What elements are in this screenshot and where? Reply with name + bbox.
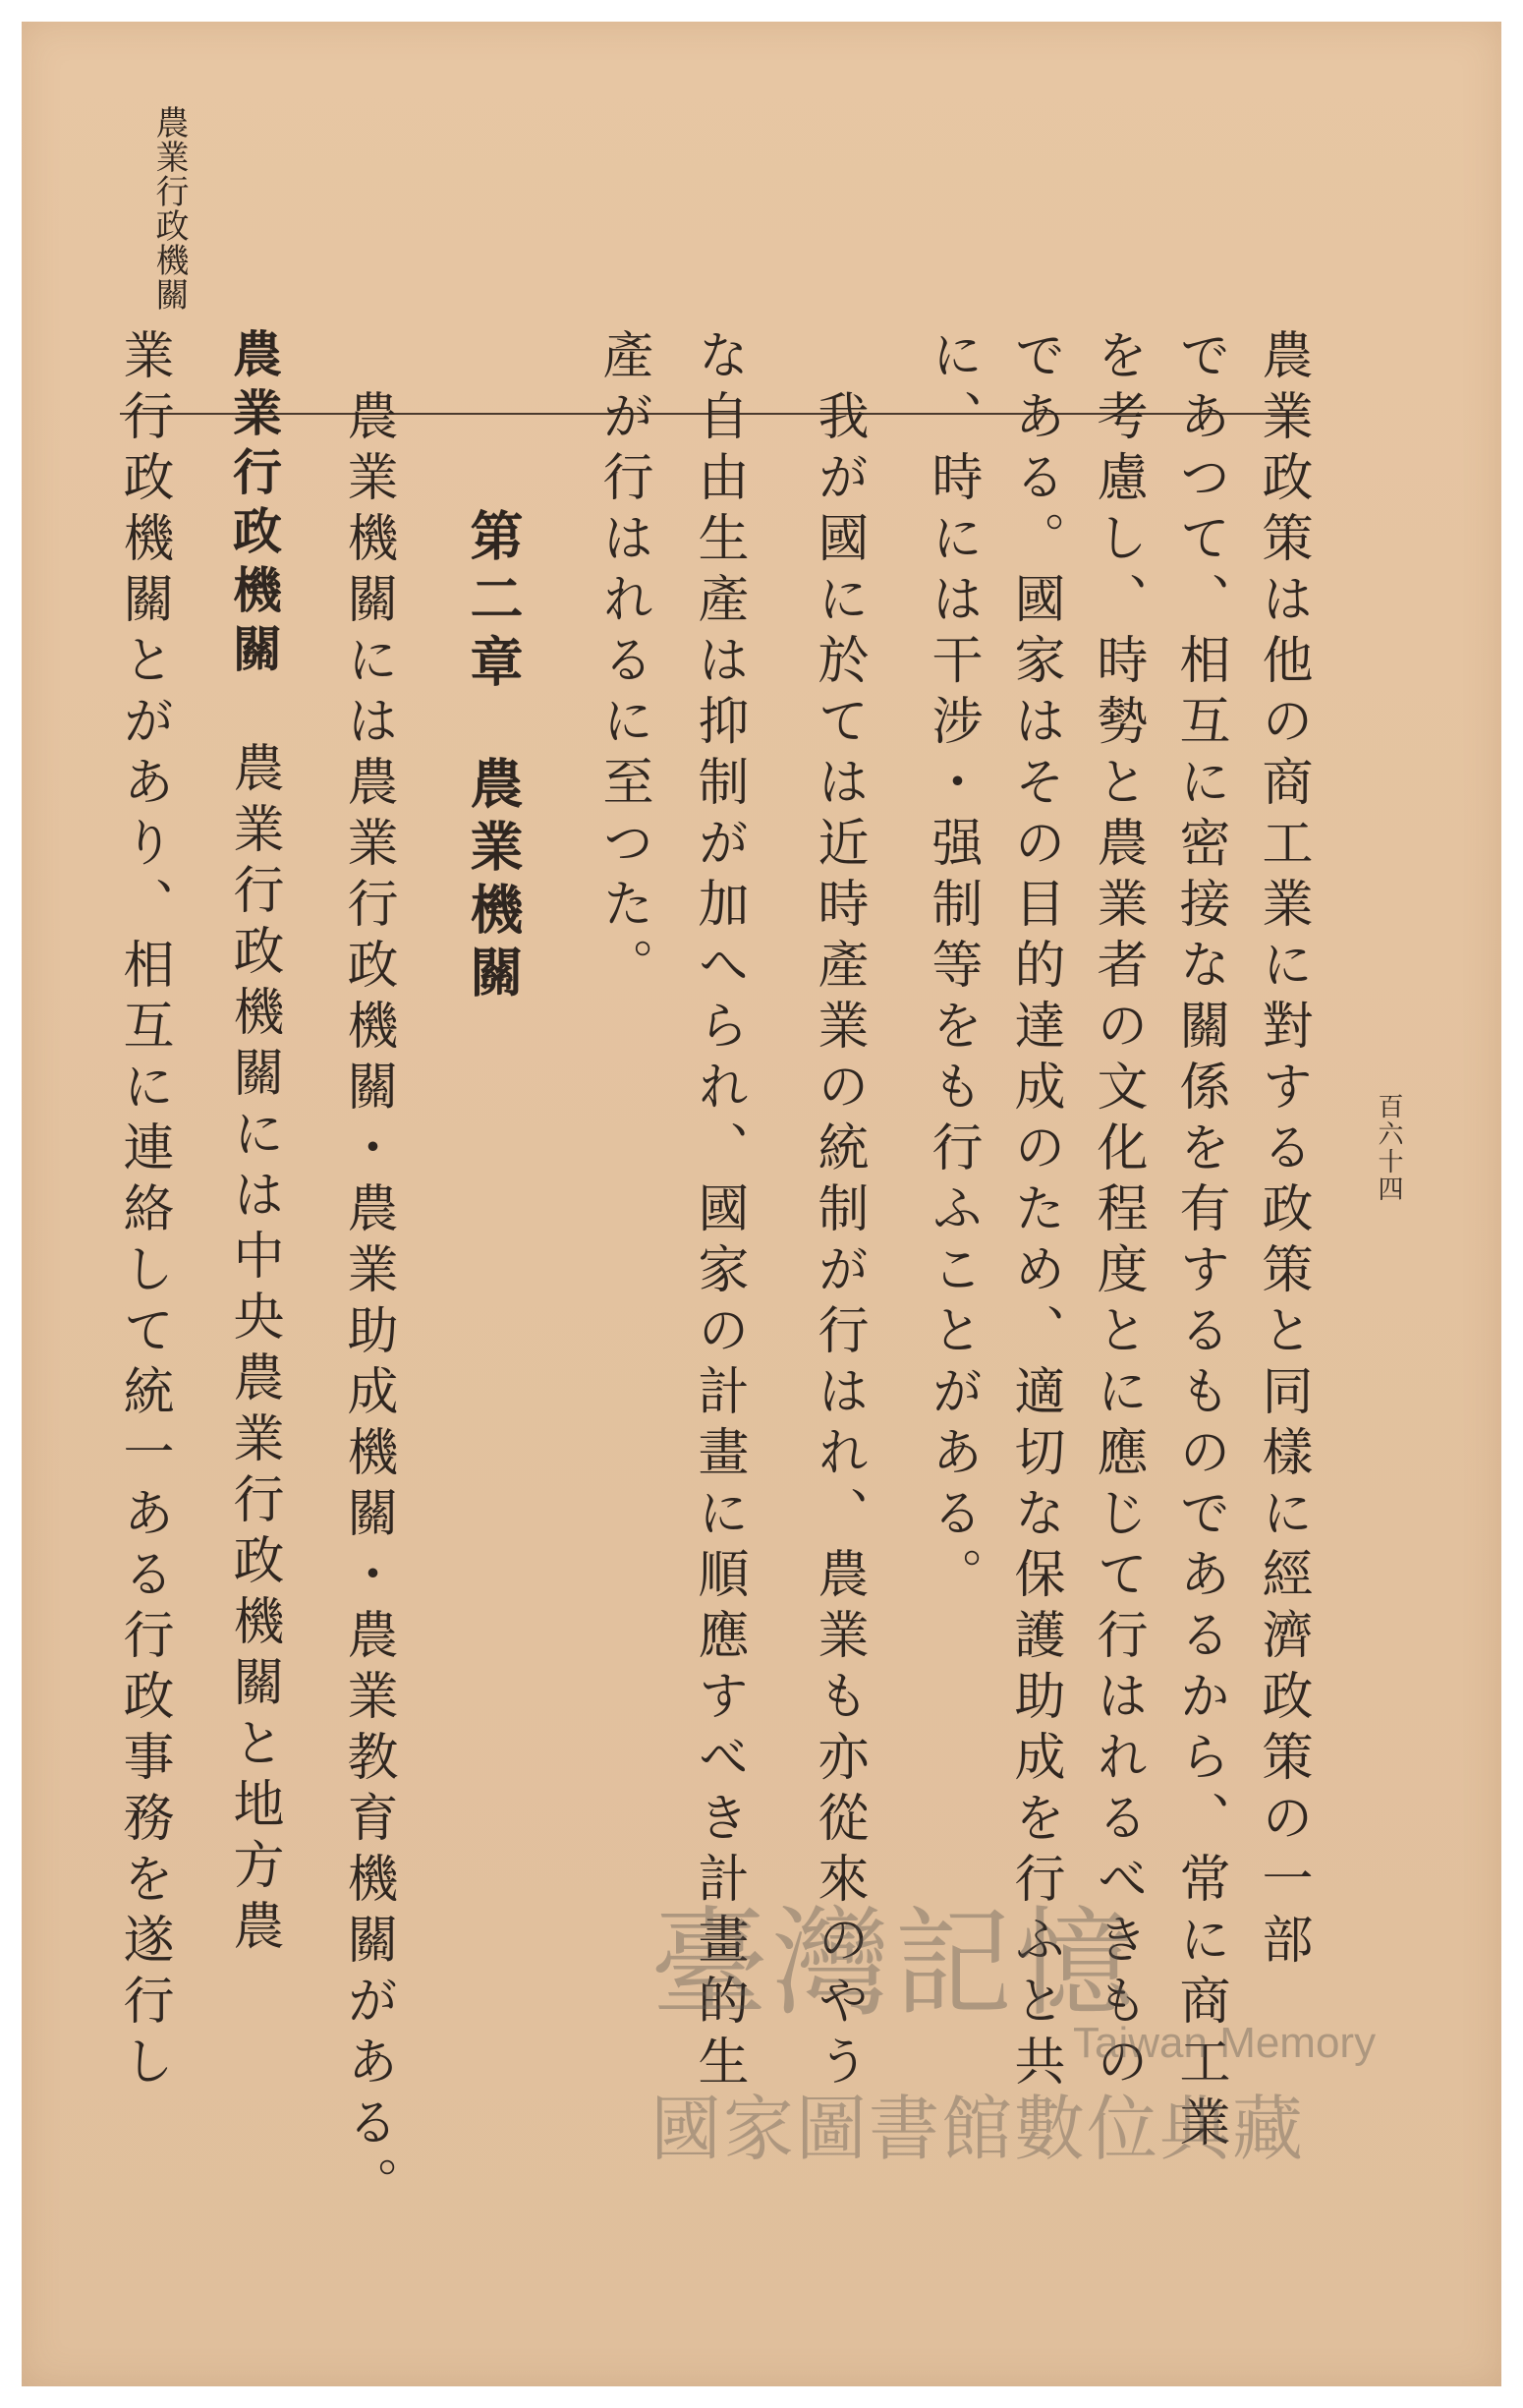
chapter-heading — [462, 508, 525, 1007]
watermark-line: 國家圖書館數位典藏 — [650, 2091, 1306, 2169]
document-page — [22, 22, 1501, 2386]
chapter-title: 農業機關 — [462, 756, 525, 1007]
body-line: であつて、相互に密接な關係を有するものであるから、常に商工業 — [1170, 328, 1229, 2156]
body-line: な自由生產は抑制が加へられ、國家の計畫に順應すべき計畫的生 — [689, 328, 748, 2095]
watermark-subtitle: Taiwan Memory — [1073, 2019, 1377, 2067]
body-line: 我が國に於ては近時產業の統制が行はれ、農業も亦從來のやう — [809, 389, 868, 2095]
page-number: 百六十四 — [1374, 1093, 1403, 1203]
watermark — [650, 1869, 1376, 2174]
chapter-number: 第二章 — [462, 508, 525, 697]
body-line: 農業機關には農業行政機關・農業助成機關・農業教育機關がある。 — [338, 389, 397, 2217]
body-line: 農業政策は他の商工業に對する政策と同樣に經濟政策の一部 — [1253, 328, 1312, 1974]
section-text: 農業行政機關には中央農業行政機關と地方農 — [224, 741, 283, 1960]
body-line: である。國家はその目的達成のため、適切な保護助成を行ふと共 — [1005, 328, 1064, 2095]
section-heading: 農業行政機關 — [225, 328, 283, 682]
body-line: に、時には干涉・强制等をも行ふことがある。 — [923, 328, 982, 1608]
watermark-title: 臺灣記憶 — [650, 1896, 1138, 2033]
body-line: 產が行はれるに至つた。 — [593, 328, 652, 999]
body-line: を考慮し、時勢と農業者の文化程度とに應じて行はれるべきもの — [1088, 328, 1147, 2095]
body-line: 業行政機關とがあり、相互に連絡して統一ある行政事務を遂行し — [114, 328, 173, 2095]
running-title: 農業行政機關 — [149, 105, 189, 312]
section-first-line — [224, 328, 283, 1960]
